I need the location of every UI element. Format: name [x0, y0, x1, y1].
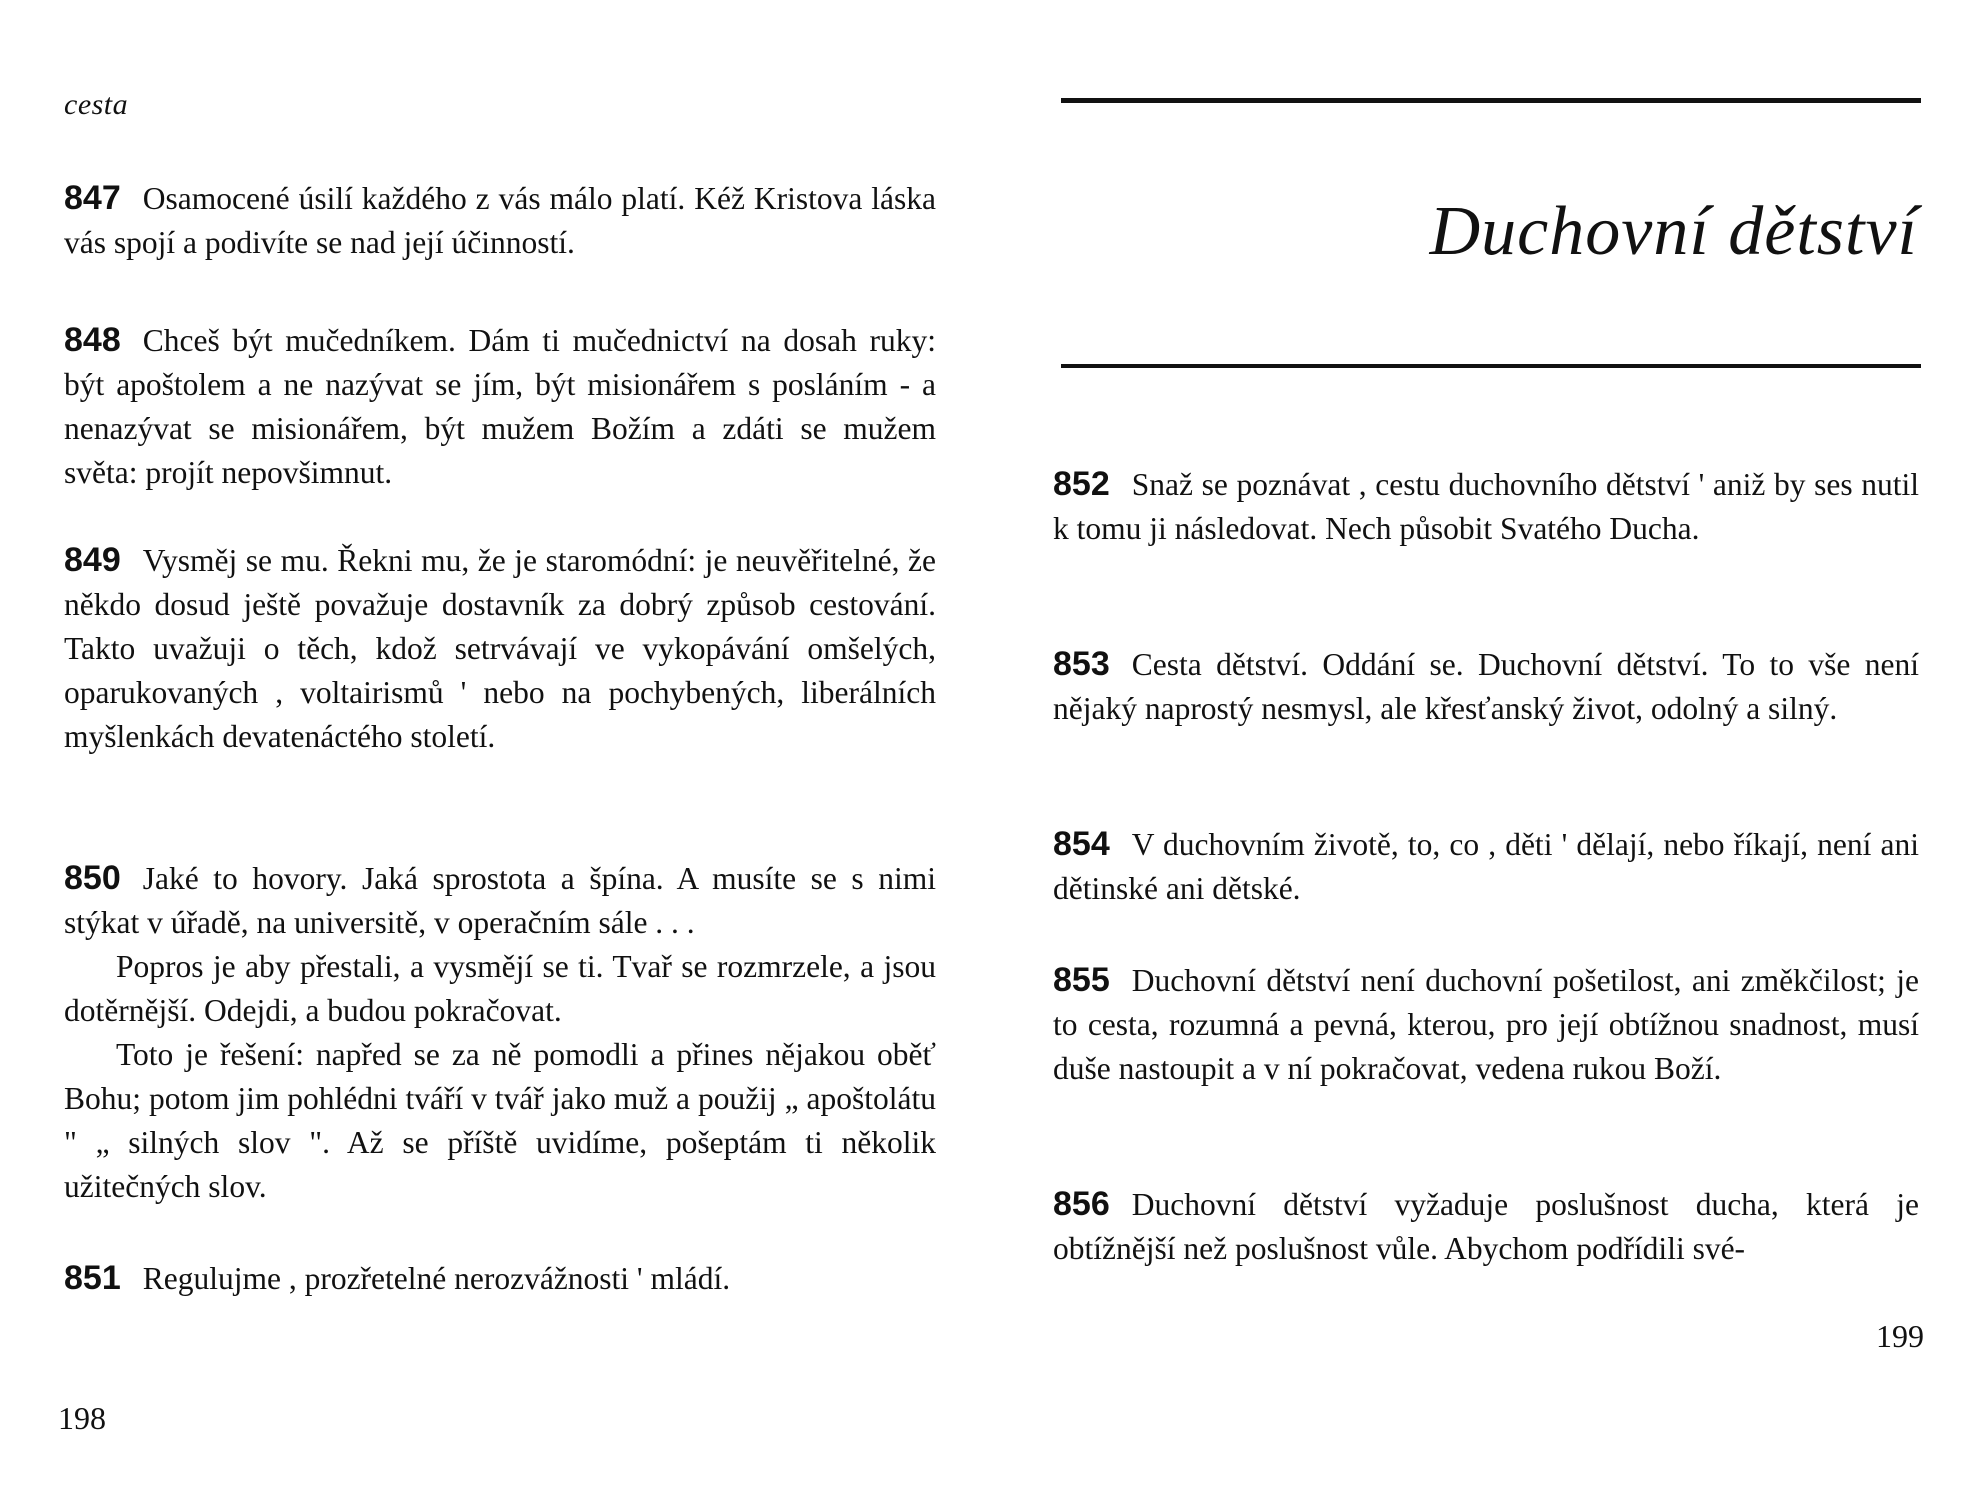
- item-text: Osamocené úsilí každého z vás málo platí. Kéž Kristova láska vás spojí a podivíte se nad její účinností.: [64, 181, 936, 260]
- item-number: 850: [64, 859, 121, 897]
- item-paragraph: Toto je řešení: napřed se za ně pomodli a přines nějakou oběť Bohu; potom jim pohlédni tváří v tvář jako muž a použij „ apoštolátu " „ silných slov ". Až se příště uvidíme, pošeptám ti několik užitečných slov.: [64, 1037, 936, 1204]
- item-text: Snaž se poznávat , cestu duchovního dětství ' aniž by ses nutil k tomu ji následovat. Nech působit Svatého Ducha.: [1053, 467, 1919, 546]
- item-number: 856: [1053, 1185, 1110, 1223]
- bottom-rule: [1061, 364, 1921, 368]
- right-page: [989, 0, 1978, 1500]
- item-number: 847: [64, 179, 121, 217]
- numbered-item-847: [64, 176, 936, 265]
- chapter-title: Duchovní dětství: [1429, 193, 1918, 270]
- item-text: Jaké to hovory. Jaká sprostota a špína. A musíte se s nimi stýkat v úřadě, na universitě, v operačním sále . . .: [64, 861, 936, 940]
- item-number: 852: [1053, 465, 1110, 503]
- item-number: 851: [64, 1259, 121, 1297]
- item-number: 853: [1053, 645, 1110, 683]
- item-text: Duchovní dětství vyžaduje poslušnost ducha, která je obtížnější než poslušnost vůle. Abychom podřídili své-: [1053, 1187, 1919, 1266]
- item-text: Regulujme , prozřetelné nerozvážnosti ' mládí.: [142, 1261, 731, 1296]
- item-text: Duchovní dětství není duchovní pošetilost, ani změkčilost; je to cesta, rozumná a pevná, kterou, pro její obtížnou snadnost, musí duše nastoupit a v ní pokračovat, vedena rukou Boží.: [1053, 963, 1919, 1086]
- item-number: 848: [64, 321, 121, 359]
- numbered-item-854: [1053, 822, 1919, 911]
- page-number: 199: [1876, 1318, 1924, 1354]
- item-text: Cesta dětství. Oddání se. Duchovní dětství. To to vše není nějaký naprostý nesmysl, ale křesťanský život, odolný a silný.: [1053, 647, 1919, 726]
- item-text: Chceš být mučedníkem. Dám ti mučednictví na dosah ruky: být apoštolem a ne nazývat se jím, být misionářem s posláním - a nenazývat se misionářem, být mužem Božím a zdáti se mužem světa: projít nepovšimnut.: [64, 323, 936, 490]
- item-number: 855: [1053, 961, 1110, 999]
- item-paragraph: Popros je aby přestali, a vysmějí se ti. Tvař se rozmrzele, a jsou dotěrnější. Odejdi, a budou pokračovat.: [64, 949, 936, 1028]
- running-head: cesta: [64, 88, 129, 121]
- numbered-item-851: [64, 1256, 936, 1301]
- numbered-item-848: [64, 318, 936, 495]
- top-rule: [1061, 98, 1921, 103]
- numbered-item-855: [1053, 958, 1919, 1091]
- item-number: 854: [1053, 825, 1110, 863]
- item-text: V duchovním životě, to, co , děti ' dělají, nebo říkají, není ani dětinské ani dětské.: [1053, 827, 1919, 906]
- numbered-item-852: [1053, 462, 1919, 551]
- item-text: Vysměj se mu. Řekni mu, že je staromódní: je neuvěřitelné, že někdo dosud ještě považuje dostavník za dobrý způsob cestování. Takto uvažuji o těch, kdož setrvávají ve vykopávání omšelých, oparukovaných , voltairismů ' nebo na pochybených, liberálních myšlenkách devatenáctého století.: [64, 543, 936, 754]
- item-number: 849: [64, 541, 121, 579]
- numbered-item-856: [1053, 1182, 1919, 1271]
- numbered-item-849: [64, 538, 936, 759]
- numbered-item-853: [1053, 642, 1919, 731]
- page-number: 198: [58, 1400, 106, 1436]
- numbered-item-850: [64, 856, 936, 1209]
